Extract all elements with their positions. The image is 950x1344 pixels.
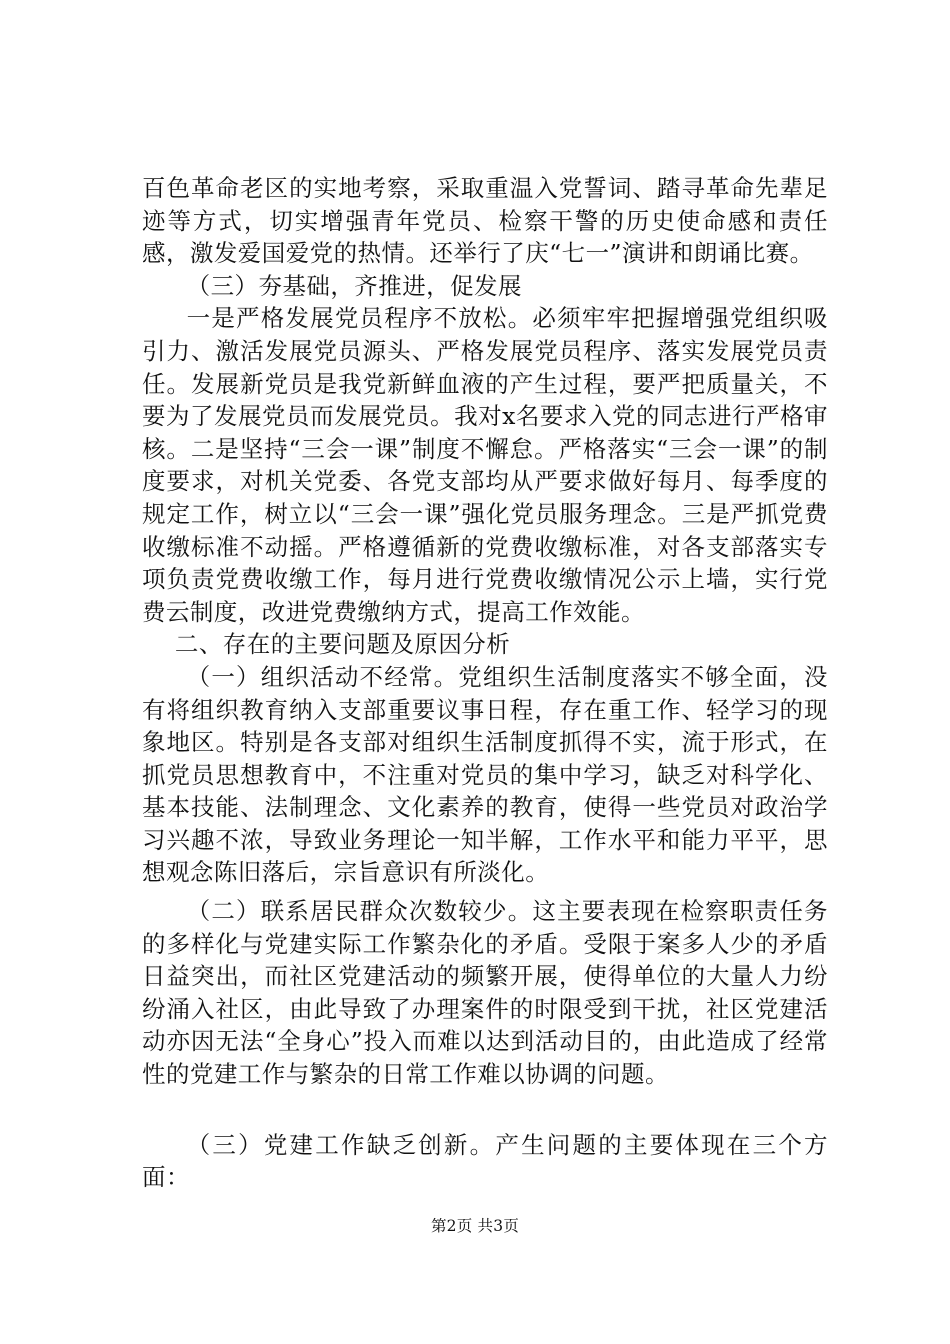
paragraph-organization-activities: （一）组织活动不经常。党组织生活制度落实不够全面，没有将组织教育纳入支部重要议事日程，存在重工作、轻学习的现象地区。特别是各支部对组织生活制度抓得不实，流于形式，在抓党员思想教育中，不注重对党员的集中学习，缺乏对科学化、基本技能、法制理念、文化素养的教育，使得一些党员对政治学习兴趣不浓，导致业务理论一知半解，工作水平和能力平平，思想观念陈旧落后，宗旨意识有所淡化。 [142, 662, 828, 887]
document-body [142, 172, 828, 1194]
section-heading-problems: 二、存在的主要问题及原因分析 [174, 630, 511, 659]
page-number-footer: 第2页 共3页 [430, 1217, 520, 1235]
paragraph-spacer [142, 1091, 828, 1129]
paragraph-revolution-tour: 百色革命老区的实地考察，采取重温入党誓词、踏寻革命先辈足迹等方式，切实增强青年党员、检察干警的历史使命感和责任感，激发爱国爱党的热情。还举行了庆“七一”演讲和朗诵比赛。 [142, 174, 828, 268]
paragraph-resident-contact: （二）联系居民群众次数较少。这主要表现在检察职责任务的多样化与党建实际工作繁杂化的矛盾。受限于案多人少的矛盾日益突出，而社区党建活动的频繁开展，使得单位的大量人力纷纷涌入社区，由此导致了办理案件的时限受到干扰，社区党建活动亦因无法“全身心”投入而难以达到活动目的，由此造成了经常性的党建工作与繁杂的日常工作难以协调的问题。 [142, 897, 828, 1089]
paragraph-lack-innovation: （三）党建工作缺乏创新。产生问题的主要体现在三个方面： [142, 1130, 828, 1192]
paragraph-party-development: 一是严格发展党员程序不放松。必须牢牢把握增强党组织吸引力、激活发展党员源头、严格发展党员程序、落实发展党员责任。发展新党员是我党新鲜血液的产生过程，要严把质量关，不要为了发展党员而发展党员。我对x名要求入党的同志进行严格审核。二是坚持“三会一课”制度不懈怠。严格落实“三会一课”的制度要求，对机关党委、各党支部均从严要求做好每月、每季度的规定工作，树立以“三会一课”强化党员服务理念。三是严抓党费收缴标准不动摇。严格遵循新的党费收缴标准，对各支部落实专项负责党费收缴工作，每月进行党费收缴情况公示上墙，实行党费云制度，改进党费缴纳方式，提高工作效能。 [142, 304, 828, 626]
section-heading-foundation: （三）夯基础，齐推进，促发展 [186, 271, 522, 300]
